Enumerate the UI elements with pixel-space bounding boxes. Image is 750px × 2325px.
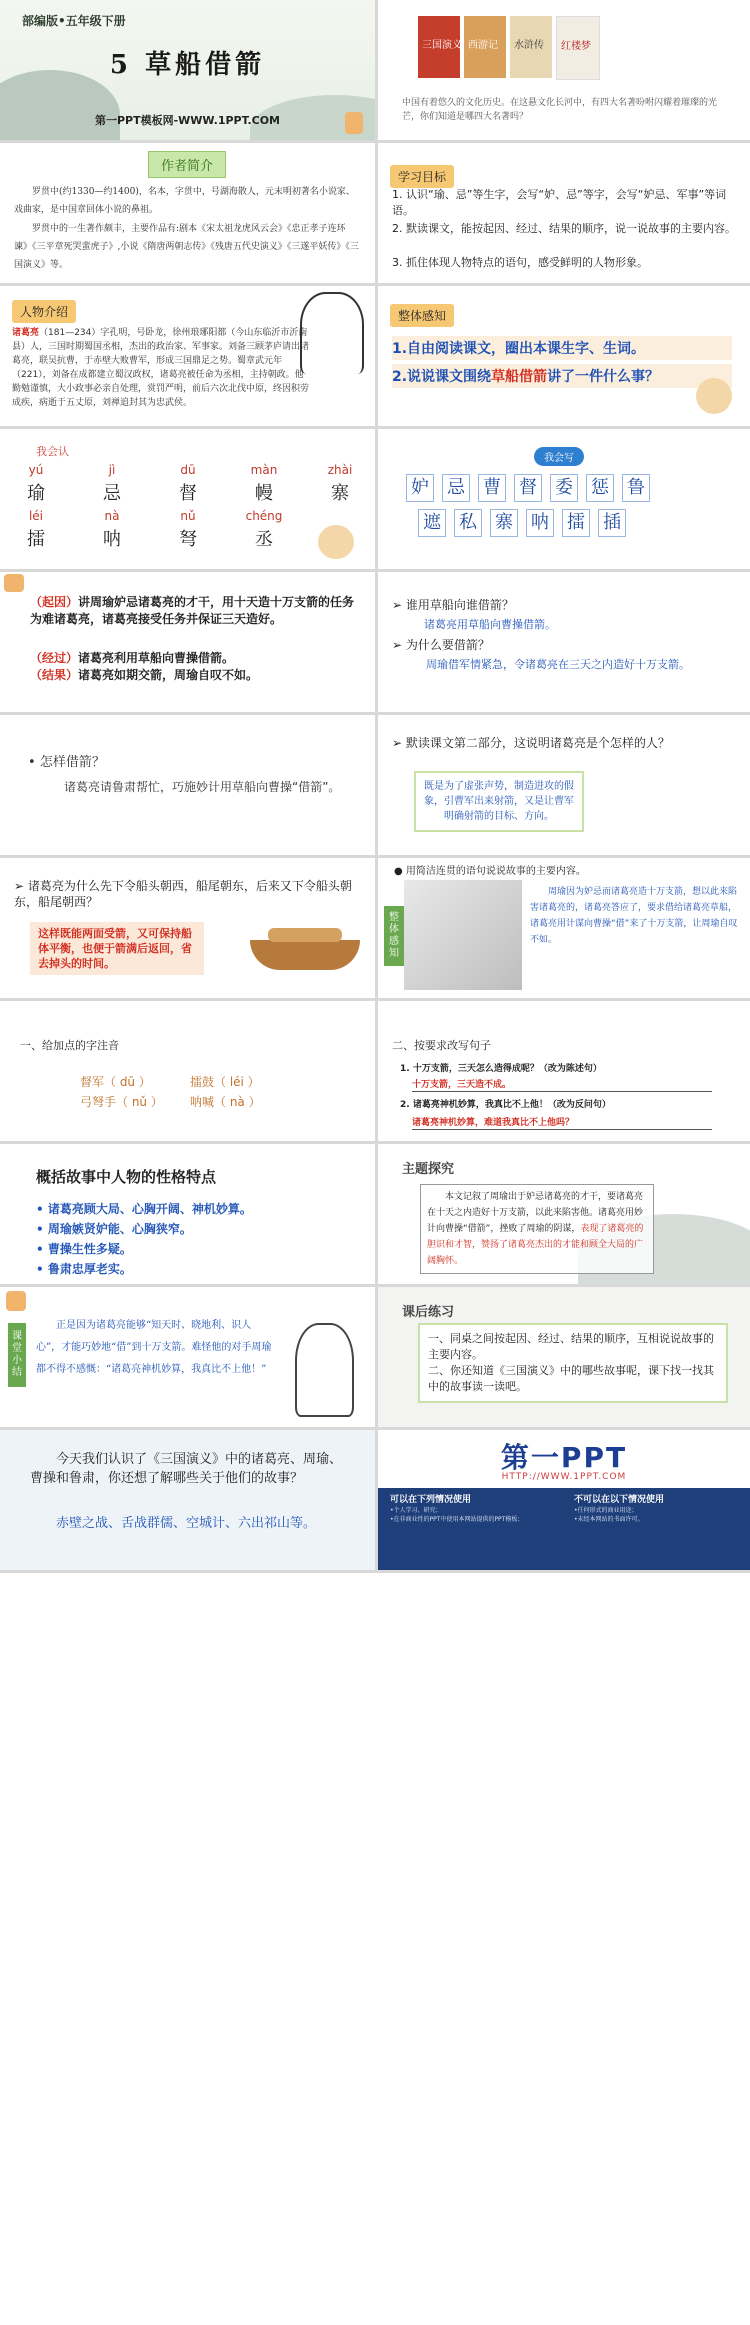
slide-8-write — [378, 429, 750, 569]
char-box: 曹 — [478, 474, 506, 502]
qa-answer-1: 诸葛亮用草船向曹操借箭。 — [424, 618, 556, 631]
rewrite-a1: 十万支箭，三天造不成。 — [412, 1080, 512, 1090]
person-intro — [12, 326, 312, 410]
goal-item-3: 3. 抓住体现人物特点的语句，感受鲜明的人物形象。 — [392, 256, 648, 269]
author-para-1: 罗贯中(约1330—约1400)，名本，字贯中，号湖海散人，元末明初著名小说家、戏曲家，是中国章回体小说的鼻祖。 — [14, 187, 355, 215]
char-box: 委 — [550, 474, 578, 502]
slide-10-qa — [378, 572, 750, 712]
slide-3-author — [0, 143, 375, 283]
slide-7-recognize — [0, 429, 375, 569]
slide-4-goals — [378, 143, 750, 283]
write-row-1 — [406, 474, 658, 502]
hanzi: 忌 — [103, 483, 121, 504]
books-caption: 中国有着悠久的文化历史。在这悬文化长河中，有四大名著吩咐闪耀着璀璨的光芒，你们知道是哪四大名著吗？ — [402, 98, 718, 122]
brand-info-band — [378, 1488, 750, 1570]
row-divider — [0, 1284, 750, 1287]
hanzi: 寨 — [331, 483, 349, 504]
answer-line — [412, 1091, 712, 1092]
pinyin: zhài — [327, 463, 353, 477]
slide-2-books — [378, 0, 750, 140]
summary-tag: 整体感知 — [384, 906, 404, 966]
slide-20-homework — [378, 1287, 750, 1427]
zhuge-figure-icon — [295, 1323, 354, 1417]
row-divider — [0, 712, 750, 715]
pinyin: chéng — [245, 509, 283, 523]
book-cover-4: 红楼梦 — [556, 16, 600, 80]
row-divider — [0, 1141, 750, 1144]
summary-answer: 周瑜因为妒忌而诸葛亮造十万支箭，想以此来陷害诸葛亮的，诸葛亮答应了，要求借给诸葛亮草船，诸葛亮用计谋向曹操“借”来了十万支箭，让周瑜自叹不如。 — [530, 887, 738, 945]
book-cover-1: 三国演义 — [418, 16, 460, 78]
person-question: ➢ 默读课文第二部分，这说明诸葛亮是个怎样的人？ — [392, 736, 670, 750]
slide-17-traits — [0, 1144, 375, 1284]
row-divider — [0, 426, 750, 429]
extend-answer: 赤壁之战、舌战群儒、空城计、六出祁山等。 — [56, 1516, 317, 1531]
brand-logo: 第一PPT — [500, 1441, 628, 1474]
hamster-icon — [318, 525, 354, 559]
row-divider — [0, 1427, 750, 1430]
cause-line: （起因）讲周瑜妒忌诸葛亮的才干，用十天造十万支箭的任务为难诸葛亮，诸葛亮接受任务并保证三天造好。 — [30, 595, 355, 626]
char-box: 插 — [598, 509, 626, 537]
rewrite-q1: 1. 十万支箭，三天怎么造得成呢？（改为陈述句） — [400, 1064, 602, 1074]
boat-question: ➢ 诸葛亮为什么先下令船头朝西，船尾朝东，后来又下令船头朝东，船尾朝西？ — [14, 879, 352, 909]
perceive-q1: 1.自由阅读课文，圈出本课生字、生词。 — [392, 336, 732, 360]
homework-q1: 一、同桌之间按起因、经过、结果的顺序，互相说说故事的主要内容。 — [428, 1332, 714, 1361]
cover-footer: 第一PPT模板网-WWW.1PPT.COM — [94, 114, 281, 127]
phonetic-title: 一、给加点的字注音 — [20, 1039, 119, 1052]
conclusion-body: 正是因为诸葛亮能够“知天时、晓地利、识人心”，才能巧妙地“借”到十万支箭。难怪他的对手周瑜都不得不感慨：“诸葛亮神机妙算，我真比不上他！” — [36, 1320, 272, 1375]
slide-5-zhuge — [0, 286, 375, 426]
pinyin: yú — [28, 463, 44, 477]
book-cover-2: 西游记 — [464, 16, 506, 78]
extend-question: 今天我们认识了《三国演义》中的诸葛亮、周瑜、曹操和鲁肃，你还想了解哪些关于他们的故事？ — [30, 1452, 343, 1486]
slide-16-rewrite — [378, 1001, 750, 1141]
char-box: 寨 — [490, 509, 518, 537]
perceive-q2: 2.说说课文围绕草船借箭讲了一件什么事？ — [392, 364, 732, 388]
author-tag: 作者简介 — [148, 151, 226, 178]
result-line: （结果）诸葛亮如期交箭，周瑜自叹不如。 — [30, 668, 259, 682]
pinyin: nǔ — [180, 509, 196, 523]
char-box: 妒 — [406, 474, 434, 502]
pinyin: dū — [180, 463, 196, 477]
slide-6-perceive — [378, 286, 750, 426]
row-divider — [0, 998, 750, 1001]
hanzi: 幔 — [255, 483, 273, 504]
goals-tag: 学习目标 — [390, 165, 454, 188]
homework-q2: 二、你还知道《三国演义》中的哪些故事呢，课下找一找其中的故事读一读吧。 — [428, 1364, 714, 1393]
rewrite-title: 二、按要求改写句子 — [392, 1039, 491, 1052]
how-question: • 怎样借箭？ — [28, 755, 105, 770]
slide-22-brand — [378, 1430, 750, 1570]
qa-question-1: ➢ 谁用草船向谁借箭？ — [392, 598, 514, 612]
kid-figure-icon — [4, 574, 24, 592]
row-divider — [0, 855, 750, 858]
slide-12-person — [378, 715, 750, 855]
perceive-tag: 整体感知 — [390, 304, 454, 327]
row-divider — [0, 1570, 750, 1573]
boat-cabin — [268, 928, 342, 942]
hamster-icon — [696, 378, 732, 414]
person-name: 诸葛亮 — [12, 328, 40, 338]
kid-figure-icon — [345, 112, 363, 134]
write-badge: 我会写 — [534, 447, 584, 466]
rewrite-a2: 诸葛亮神机妙算，难道我真比不上他吗？ — [412, 1118, 575, 1128]
recognize-title: 我会认 — [36, 445, 69, 458]
phonetic-item: 督军（ dū ） — [80, 1075, 151, 1089]
slide-19-conclusion — [0, 1287, 375, 1427]
char-box: 呐 — [526, 509, 554, 537]
pinyin: nà — [104, 509, 120, 523]
brand-url: HTTP://WWW.1PPT.COM — [501, 1472, 627, 1482]
qa-question-2: ➢ 为什么要借箭？ — [392, 638, 490, 652]
slide-11-how — [0, 715, 375, 855]
pinyin: léi — [28, 509, 44, 523]
goal-item-1: 1. 认识“瑜、忌”等生字，会写“妒、忌”等字，会写“妒忌、军事”等词语。 — [392, 188, 727, 217]
how-answer: 诸葛亮请鲁肃帮忙，巧施妙计用草船向曹操“借箭”。 — [64, 780, 341, 794]
process-line: （经过）诸葛亮利用草船向曹操借箭。 — [30, 651, 235, 665]
goal-item-2: 2. 默读课文，能按起因、经过、结果的顺序，说一说故事的主要内容。 — [392, 222, 736, 235]
qa-answer-2: 周瑜借军情紧急，令诸葛亮在三天之内造好十万支箭。 — [426, 658, 690, 671]
char-box: 鲁 — [622, 474, 650, 502]
usage-forbidden-list: •任何形式的商业用途； •未经本网站的书面许可。 — [574, 1507, 644, 1523]
slide-9-structure — [0, 572, 375, 712]
boat-answer-box: 这样既能两面受箭，又可保持船体平衡，也便于箭满后返回，省去掉头的时间。 — [30, 922, 204, 975]
slide-13-boat — [0, 858, 375, 998]
slide-18-theme — [378, 1144, 750, 1284]
kid-figure-icon — [6, 1291, 26, 1311]
hanzi: 呐 — [103, 529, 121, 550]
slide-21-extend — [0, 1430, 375, 1570]
phonetic-item: 呐喊（ nà ） — [190, 1095, 261, 1109]
grade-header: 部编版•五年级下册 — [22, 14, 126, 28]
book-cover-3: 水浒传 — [510, 16, 552, 78]
char-box: 私 — [454, 509, 482, 537]
row-divider — [0, 569, 750, 572]
usage-allowed-title: 可以在下列情况使用 — [390, 1495, 472, 1505]
cover-title: 5 草船借箭 — [109, 50, 266, 80]
summary-question: ● 用简洁连贯的语句说说故事的主要内容。 — [394, 866, 586, 877]
hanzi: 丞 — [255, 529, 273, 550]
author-para-2: 罗贯中的一生著作颇丰，主要作品有:剧本《宋太祖龙虎风云会》《忠正孝子连环谏》《三平章死哭蜚虎子》,小说《隋唐两朝志传》《残唐五代史演义》《三遂平妖传》《三国演义》等。 — [14, 224, 359, 270]
hanzi: 弩 — [179, 529, 197, 550]
row-divider — [0, 283, 750, 286]
char-box: 惩 — [586, 474, 614, 502]
trait-item: • 曹操生性多疑。 — [36, 1242, 132, 1256]
phonetic-item: 擂鼓（ léi ） — [190, 1075, 260, 1089]
conclusion-tag: 课堂小结 — [8, 1323, 26, 1387]
char-box: 忌 — [442, 474, 470, 502]
usage-allowed-list: •个人学习、研究； •在非商业性的PPT中使用本网站提供的PPT模板； — [390, 1507, 524, 1523]
slide-14-summary — [378, 858, 750, 998]
theme-title: 主题探究 — [402, 1162, 455, 1177]
phonetic-item: 弓弩手（ nǔ ） — [80, 1095, 163, 1109]
hanzi: 擂 — [27, 529, 45, 550]
battle-sketch-image — [404, 880, 522, 990]
person-answer-box: 既是为了虚张声势，制造进攻的假象，引曹军出来射箭，又是让曹军明确射箭的目标、方向。 — [414, 771, 584, 832]
trait-item: • 鲁肃忠厚老实。 — [36, 1262, 132, 1276]
answer-line — [412, 1129, 712, 1130]
traits-title: 概括故事中人物的性格特点 — [36, 1168, 217, 1186]
trait-item: • 诸葛亮顾大局、心胸开阔、神机妙算。 — [36, 1202, 252, 1216]
char-box: 督 — [514, 474, 542, 502]
write-row-2 — [418, 509, 634, 537]
slide-1-cover — [0, 0, 375, 140]
row-divider — [0, 140, 750, 143]
person-body: （181—234）字孔明，号卧龙，徐州琅琊阳都（今山东临沂市沂南县）人，三国时期蜀国丞相，杰出的政治家、军事家。刘备三顾茅庐请出诸葛亮，联吴抗曹，于赤壁大败曹军，形成三国鼎足之势。蜀章武元年（221），刘备在成都建立蜀汉政权，诸葛亮被任命为丞相，主持朝政。他勤勉谨慎，大小政事必亲自处理，赏罚严明，前后六次北伐中原，终因积劳成疾，病逝于五丈原，刘禅追封其为忠武侯。 — [12, 328, 310, 408]
char-box: 擂 — [562, 509, 590, 537]
theme-body: 本文记叙了周瑜出于妒忌诸葛亮的才干，要诸葛亮在十天之内造好十万支箭，以此来陷害他。诸葛亮用妙计向曹操“借箭”，挫败了周瑜的阴谋，表现了诸葛亮的胆识和才智，赞扬了诸葛亮杰出的才能和顾全大局的广阔胸怀。 — [420, 1184, 654, 1274]
trait-item: • 周瑜嫉贤妒能、心胸狭窄。 — [36, 1222, 192, 1236]
homework-title: 课后练习 — [402, 1305, 455, 1320]
hanzi: 督 — [179, 483, 197, 504]
boat-icon — [250, 940, 360, 970]
pinyin: jì — [108, 463, 116, 477]
person-tag: 人物介绍 — [12, 300, 76, 323]
column-divider — [375, 0, 378, 1570]
pinyin: màn — [250, 463, 278, 477]
rewrite-q2: 2. 诸葛亮神机妙算，我真比不上他！（改为反问句） — [400, 1100, 611, 1110]
char-box: 遮 — [418, 509, 446, 537]
homework-box — [418, 1323, 728, 1403]
slide-15-phonetic — [0, 1001, 375, 1141]
hanzi: 瑜 — [27, 483, 45, 504]
usage-forbidden-title: 不可以在以下情况使用 — [574, 1495, 665, 1505]
